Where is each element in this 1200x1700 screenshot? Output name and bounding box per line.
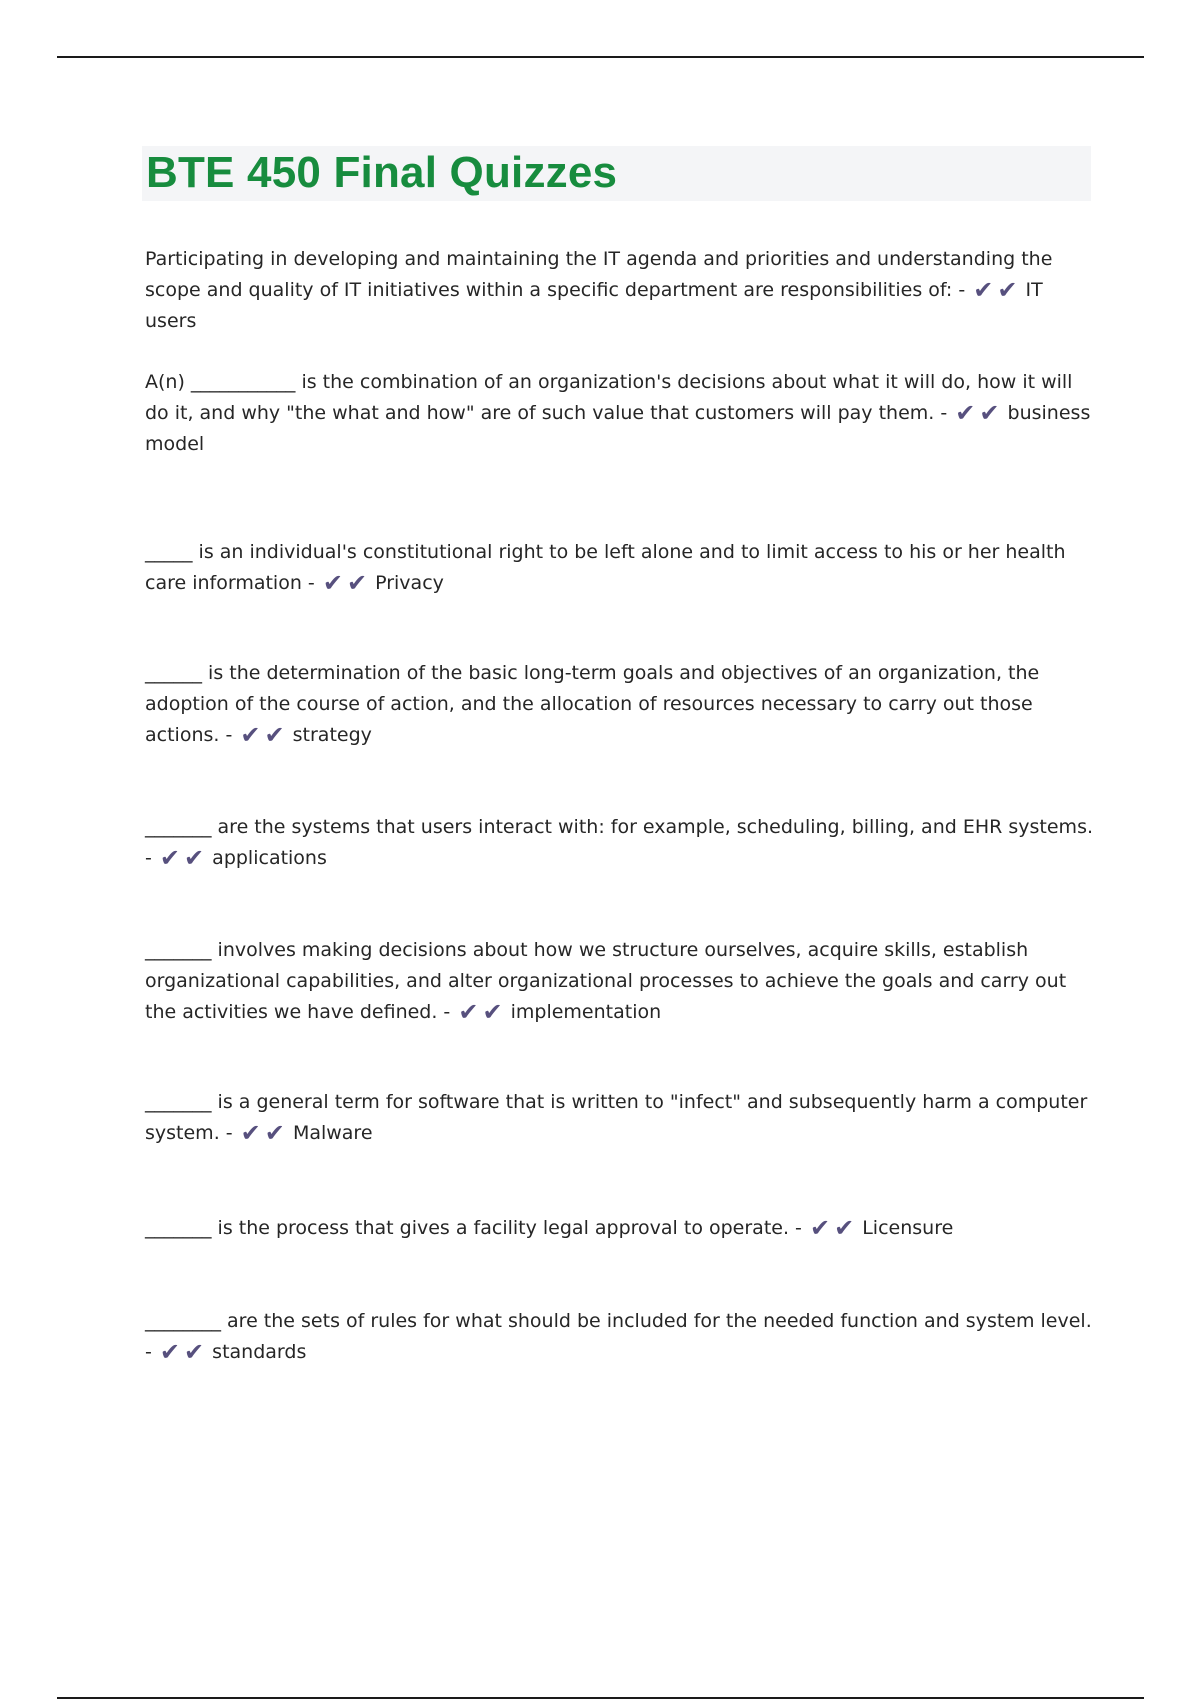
check-icon: ✔: [809, 1214, 831, 1242]
answer-text: business model: [145, 402, 1091, 455]
qa-item: [145, 367, 1095, 460]
bottom-rule: [57, 1697, 1144, 1699]
check-icon: ✔: [240, 1119, 261, 1147]
answer-text: Licensure: [862, 1217, 954, 1239]
check-icon: ✔: [979, 399, 1000, 427]
check-icon: ✔: [184, 1338, 205, 1366]
answer-text: IT users: [145, 279, 1043, 332]
qa-item: [145, 1087, 1095, 1149]
answer-text: strategy: [292, 724, 372, 746]
page-title: BTE 450 Final Quizzes: [146, 148, 618, 197]
qa-item: [145, 244, 1095, 337]
answer-text: Privacy: [375, 572, 444, 594]
question-text: _______ involves making decisions about how we structure ourselves, acquire skills, establish organizational capabilities, and alter organizational processes to achieve the goals and carry out the activities we have defined. -: [145, 939, 1067, 1023]
answer-text: applications: [212, 847, 327, 869]
qa-item: [145, 1213, 1095, 1244]
qa-item: [145, 1306, 1095, 1368]
question-text: Participating in developing and maintaining the IT agenda and priorities and understanding the scope and quality of IT initiatives within a specific department are responsibilities of: -: [145, 248, 1053, 301]
question-text: _______ is a general term for software that is written to "infect" and subsequently harm a computer system. -: [145, 1091, 1088, 1144]
question-text: ________ are the sets of rules for what should be included for the needed function and system level. -: [145, 1310, 1092, 1363]
check-icon: ✔: [973, 276, 994, 304]
check-icon: ✔: [458, 998, 479, 1026]
check-icon: ✔: [834, 1214, 855, 1242]
qa-item: [145, 812, 1095, 874]
check-icon: ✔: [346, 569, 368, 597]
qa-item: [145, 537, 1095, 599]
qa-item: [145, 658, 1095, 751]
check-icon: ✔: [159, 844, 181, 872]
check-icon: ✔: [184, 844, 205, 872]
question-text: _______ is the process that gives a facility legal approval to operate. -: [145, 1217, 802, 1239]
check-icon: ✔: [264, 721, 285, 749]
check-icon: ✔: [322, 569, 343, 597]
question-text: A(n) ___________ is the combination of an organization's decisions about what it will do, how it will do it, and why "the what and how" are of such value that customers will pay them. -: [145, 371, 1073, 424]
title-banner: [142, 146, 1091, 201]
question-text: _______ are the systems that users interact with: for example, scheduling, billing, and EHR systems. -: [145, 816, 1094, 869]
check-icon: ✔: [955, 399, 976, 427]
check-icon: ✔: [264, 1119, 285, 1147]
answer-text: standards: [212, 1341, 307, 1363]
question-text: _____ is an individual's constitutional right to be left alone and to limit access to his or her health care information -: [145, 541, 1066, 594]
check-icon: ✔: [482, 998, 503, 1026]
check-icon: ✔: [159, 1338, 181, 1366]
check-icon: ✔: [240, 721, 261, 749]
answer-text: implementation: [510, 1001, 662, 1023]
check-icon: ✔: [997, 276, 1018, 304]
top-rule: [57, 56, 1144, 58]
answer-text: Malware: [292, 1122, 373, 1144]
question-text: ______ is the determination of the basic long-term goals and objectives of an organization, the adoption of the course of action, and the allocation of resources necessary to carry out those actions. -: [145, 662, 1040, 746]
qa-item: [145, 935, 1095, 1028]
